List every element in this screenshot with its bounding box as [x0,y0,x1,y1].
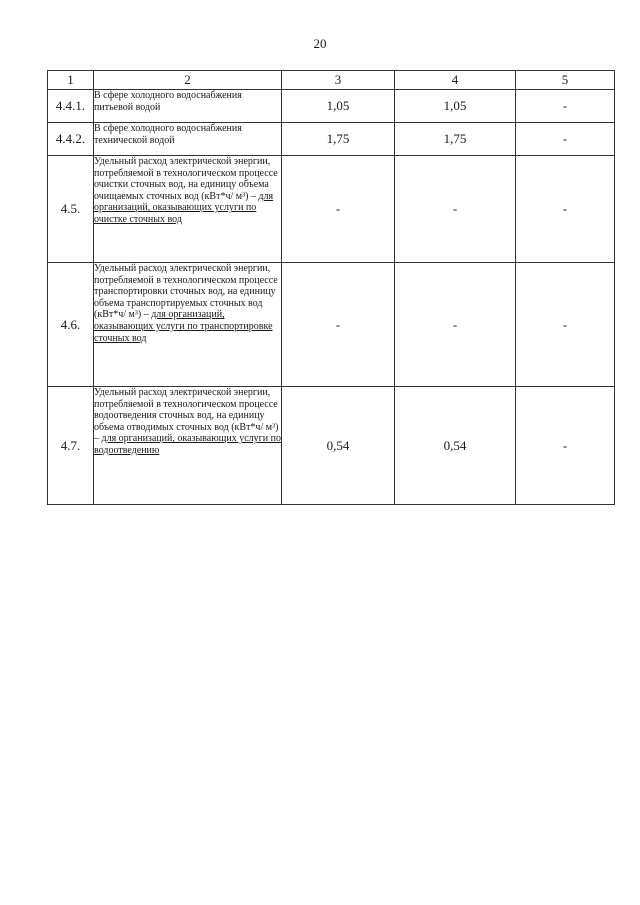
row-description: Удельный расход электрической энергии, потребляемой в технологическом процессе водоотведения сточных вод, на единицу объема отводимых сточных вод (кВт*ч/ м³) – для организаций, оказывающих услуги по водоотведению [94,387,282,505]
table-row [48,123,615,156]
value-col-3: - [282,263,395,387]
page-number: 20 [313,36,327,51]
row-description: В сфере холодного водоснабжения технической водой [94,123,282,156]
value-col-5: - [516,156,615,263]
column-header-5: 5 [516,71,615,90]
value-col-3: 0,54 [282,387,395,505]
row-number: 4.6. [48,263,94,387]
column-header-2: 2 [94,71,282,90]
column-header-1: 1 [48,71,94,90]
column-header-3: 3 [282,71,395,90]
indicators-table [47,70,615,505]
value-col-5: - [516,123,615,156]
column-header-4: 4 [395,71,516,90]
table-row [48,156,615,263]
value-col-4: 1,05 [395,90,516,123]
row-description: Удельный расход электрической энергии, потребляемой в технологическом процессе очистки сточных вод, на единицу объема очищаемых сточных вод (кВт*ч/ м³) – для организаций, оказывающих услуги по очистке сточных вод [94,156,282,263]
value-col-3: 1,75 [282,123,395,156]
value-col-5: - [516,387,615,505]
table-row [48,387,615,505]
row-description: Удельный расход электрической энергии, потребляемой в технологическом процессе транспортировки сточных вод, на единицу объема транспортируемых сточных вод (кВт*ч/ м³) – для организаций, оказывающих услуги по транспортировке сточных вод [94,263,282,387]
row-number: 4.5. [48,156,94,263]
row-number: 4.4.2. [48,123,94,156]
value-col-4: 1,75 [395,123,516,156]
value-col-4: - [395,156,516,263]
table-row [48,90,615,123]
table-row [48,263,615,387]
row-number: 4.7. [48,387,94,505]
value-col-3: 1,05 [282,90,395,123]
row-number: 4.4.1. [48,90,94,123]
value-col-4: 0,54 [395,387,516,505]
value-col-5: - [516,263,615,387]
value-col-4: - [395,263,516,387]
table-header-row [48,71,615,90]
value-col-3: - [282,156,395,263]
row-description: В сфере холодного водоснабжения питьевой водой [94,90,282,123]
value-col-5: - [516,90,615,123]
